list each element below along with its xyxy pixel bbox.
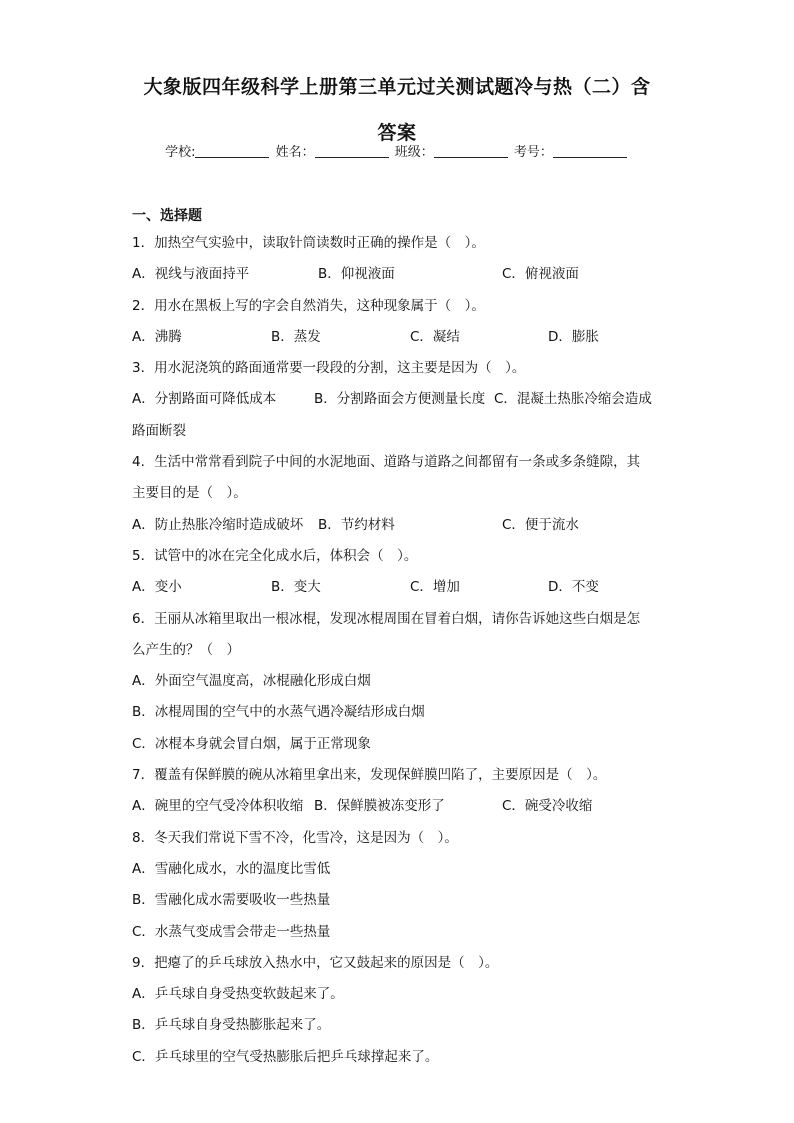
question-5-stem: 5．试管中的冰在完全化成水后，体积会（ ）。 — [132, 547, 418, 564]
title-line-1: 大象版四年级科学上册第三单元过关测试题冷与热（二）含 — [143, 76, 651, 98]
question-6-stem-line-1: 6．王丽从冰箱里取出一根冰棍，发现冰棍周围在冒着白烟，请你告诉她这些白烟是怎 — [132, 610, 641, 627]
q9-option-b[interactable]: B．乒乓球自身受热膨胀起来了。 — [132, 1017, 331, 1034]
question-list — [132, 204, 672, 1073]
q1-option-b[interactable]: B．仰视液面 — [318, 266, 395, 283]
q4-option-b[interactable]: B．节约材料 — [318, 516, 395, 533]
q8-option-a[interactable]: A．雪融化成水，水的温度比雪低 — [132, 860, 331, 877]
q3-option-a[interactable]: A．分割路面可降低成本 — [132, 391, 277, 408]
name-label: 姓名： — [275, 145, 315, 160]
q7-option-c[interactable]: C．碗受冷收缩 — [502, 798, 593, 815]
q7-option-a[interactable]: A．碗里的空气受冷体积收缩 — [132, 798, 304, 815]
question-4-stem-line-1: 4．生活中常常看到院子中间的水泥地面、道路与道路之间都留有一条或多条缝隙，其 — [132, 454, 641, 471]
question-3-stem: 3．用水泥浇筑的路面通常要一段段的分割，这主要是因为（ ）。 — [132, 360, 526, 377]
name-blank[interactable] — [315, 143, 389, 158]
q9-option-c[interactable]: C．乒乓球里的空气受热膨胀后把乒乓球撑起来了。 — [132, 1048, 439, 1065]
question-9-stem: 9．把瘪了的乒乓球放入热水中，它又鼓起来的原因是（ ）。 — [132, 954, 499, 971]
title-line-2: 答案 — [377, 122, 417, 144]
q2-option-c[interactable]: C．凝结 — [410, 328, 460, 345]
q2-option-b[interactable]: B．蒸发 — [271, 328, 321, 345]
q1-option-c[interactable]: C．俯视液面 — [502, 266, 579, 283]
question-2-options — [132, 322, 672, 353]
q4-option-a[interactable]: A．防止热胀冷缩时造成破坏 — [132, 516, 304, 533]
q2-option-a[interactable]: A．沸腾 — [132, 328, 182, 345]
exam-number-label: 考号： — [513, 145, 553, 160]
question-5-options — [132, 572, 672, 603]
question-3-option-continuation: 路面断裂 — [132, 422, 186, 439]
question-7-stem: 7．覆盖有保鲜膜的碗从冰箱里拿出来，发现保鲜膜凹陷了，主要原因是（ ）。 — [132, 767, 607, 784]
question-7-options — [132, 791, 672, 822]
q9-option-a[interactable]: A．乒乓球自身受热变软鼓起来了。 — [132, 986, 344, 1003]
q3-option-b[interactable]: B．分割路面会方便测量长度 — [314, 391, 486, 408]
q6-option-a[interactable]: A．外面空气温度高，冰棍融化形成白烟 — [132, 673, 371, 690]
q3-option-c[interactable]: C．混凝土热胀冷缩会造成 — [494, 391, 652, 408]
question-8-stem: 8．冬天我们常说下雪不冷，化雪冷，这是因为（ ）。 — [132, 829, 458, 846]
q5-option-c[interactable]: C．增加 — [410, 579, 460, 596]
school-label: 学校: — [165, 145, 196, 160]
q5-option-a[interactable]: A．变小 — [132, 579, 182, 596]
student-info-row — [0, 143, 794, 163]
class-blank[interactable] — [434, 143, 508, 158]
question-4-options — [132, 510, 672, 541]
section-heading: 一、选择题 — [132, 208, 202, 224]
q7-option-b[interactable]: B．保鲜膜被冻变形了 — [314, 798, 445, 815]
q5-option-b[interactable]: B．变大 — [271, 579, 321, 596]
q2-option-d[interactable]: D．膨胀 — [548, 328, 599, 345]
exam-number-blank[interactable] — [553, 143, 627, 158]
q8-option-c[interactable]: C．水蒸气变成雪会带走一些热量 — [132, 923, 331, 940]
question-3-options — [132, 384, 672, 415]
q1-option-a[interactable]: A．视线与液面持平 — [132, 266, 250, 283]
question-6-stem-line-2: 么产生的？（ ） — [132, 641, 240, 658]
question-2-stem: 2．用水在黑板上写的字会自然消失，这种现象属于（ ）。 — [132, 297, 485, 314]
question-4-stem-line-2: 主要目的是（ ）。 — [132, 485, 247, 502]
class-label: 班级： — [394, 145, 434, 160]
q4-option-c[interactable]: C．便于流水 — [502, 516, 579, 533]
question-1-stem: 1．加热空气实验中，读取针筒读数时正确的操作是（ ）。 — [132, 235, 485, 251]
q5-option-d[interactable]: D．不变 — [548, 579, 599, 596]
q6-option-b[interactable]: B．冰棍周围的空气中的水蒸气遇冷凝结形成白烟 — [132, 704, 425, 721]
q8-option-b[interactable]: B．雪融化成水需要吸收一些热量 — [132, 892, 331, 909]
school-blank[interactable] — [195, 143, 269, 158]
question-1-options — [132, 259, 672, 290]
q6-option-c[interactable]: C．冰棍本身就会冒白烟，属于正常现象 — [132, 735, 371, 752]
